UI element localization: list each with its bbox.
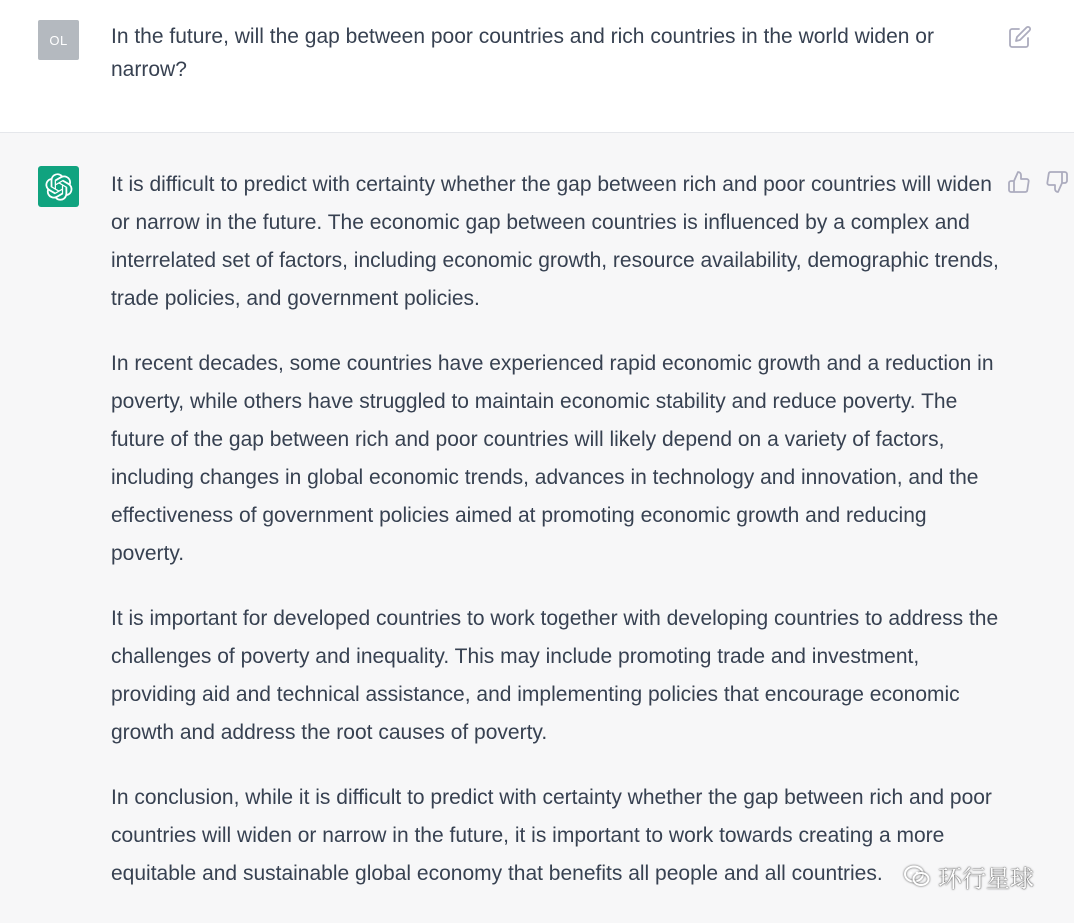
watermark-text: 环行星球 [938, 864, 1034, 893]
thumbs-down-icon[interactable] [1045, 170, 1069, 194]
assistant-paragraph: It is difficult to predict with certainty whether the gap between rich and poor countries will widen or narrow in the future. The economic gap between countries is influenced by a complex and interrelated set of factors, including economic growth, resource availability, demographic trends, trade policies, and government policies. [111, 173, 999, 310]
user-message-text: In the future, will the gap between poor countries and rich countries in the world widen or narrow? [111, 25, 934, 81]
assistant-paragraph: It is important for developed countries to work together with developing countries to address the challenges of poverty and inequality. This may include promoting trade and investment, providing aid and technical assistance, and implementing policies that encourage economic growth and address the root causes of poverty. [111, 607, 999, 744]
assistant-message-row [0, 133, 1074, 923]
thumbs-up-icon[interactable] [1007, 170, 1031, 194]
assistant-paragraph: In conclusion, while it is difficult to predict with certainty whether the gap between rich and poor countries will widen or narrow in the future, it is important to work towards creating a more equitable and sustainable global economy that benefits all people and all countries. [111, 786, 992, 885]
watermark [902, 858, 1034, 894]
user-avatar [38, 20, 79, 60]
user-avatar-initials: OL [49, 32, 68, 48]
user-message-row [0, 0, 1074, 133]
assistant-message-text [111, 166, 1001, 920]
wechat-icon [902, 861, 932, 891]
openai-logo-icon [38, 166, 79, 207]
edit-icon[interactable] [1008, 25, 1032, 49]
assistant-paragraph: In recent decades, some countries have experienced rapid economic growth and a reduction in poverty, while others have struggled to maintain economic stability and reduce poverty. The future of the gap between rich and poor countries will likely depend on a variety of factors, including changes in global economic trends, advances in technology and innovation, and the effectiveness of government policies aimed at promoting economic growth and reducing poverty. [111, 352, 994, 565]
